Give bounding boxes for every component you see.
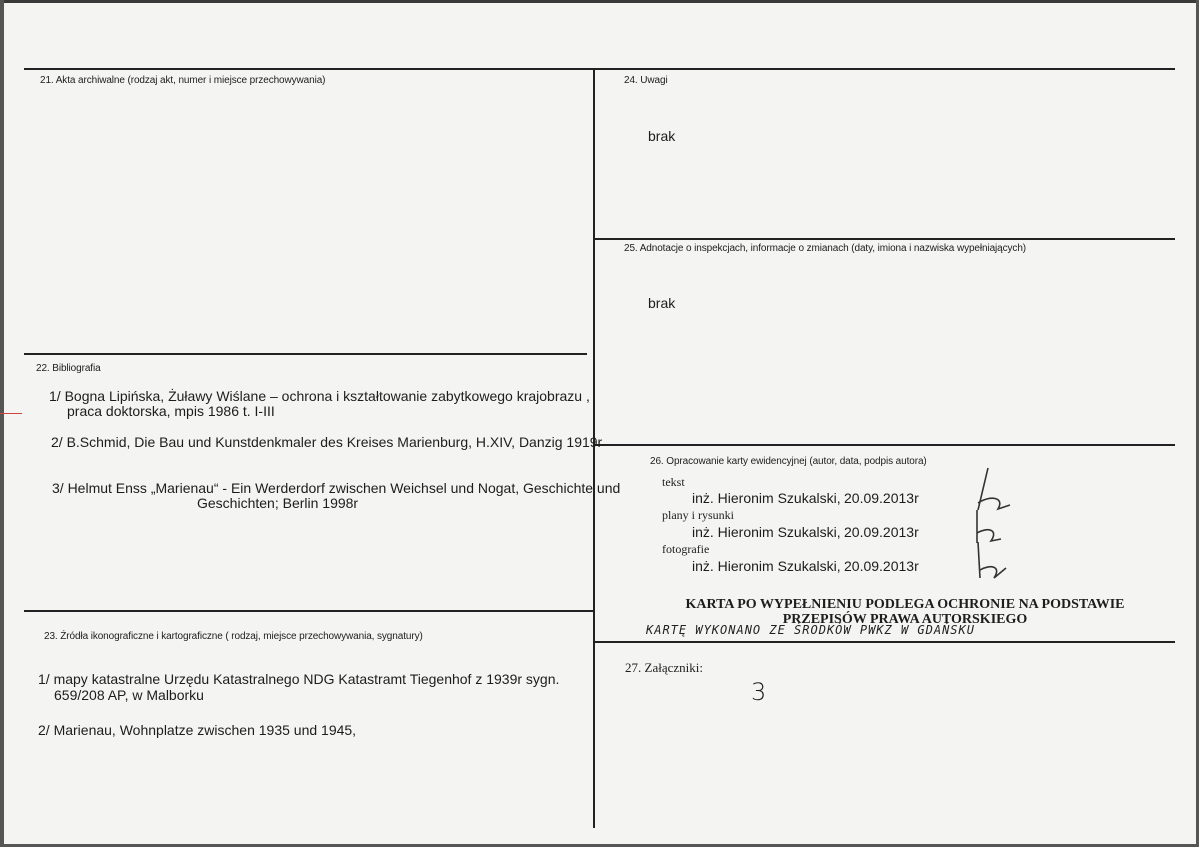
section-25-title: 25. Adnotacje o inspekcjach, informacje o zmianach (daty, imiona i nazwiska wypełniających)	[624, 243, 1027, 254]
attachments-count: 3	[751, 678, 767, 706]
frame-left	[0, 0, 4, 847]
author-row-photos-date: 20.09.2013r	[844, 558, 919, 574]
signature-3	[968, 540, 1018, 585]
section-22-title: 22. Bibliografia	[36, 363, 101, 374]
copyright-notice-line1: KARTA PO WYPEŁNIENIU PODLEGA OCHRONIE NA PODSTAWIE	[685, 597, 1125, 612]
rule-24-25	[595, 238, 1175, 240]
bibliography-item-2: 2/ B.Schmid, Die Bau und Kunstdenkmaler des Kreises Marienburg, H.XIV, Danzig 1919r	[51, 434, 603, 450]
handwritten-funding-note: KARTĘ WYKONANO ZE ŚRODKÓW PWKZ W GDAŃSKU	[646, 623, 975, 637]
frame-top	[0, 0, 1199, 3]
iconography-item-2: 2/ Marienau, Wohnplatze zwischen 1935 und 1945,	[38, 722, 357, 738]
section-23-title: 23. Źródła ikonograficzne i kartograficzne ( rodzaj, miejsce przechowywania, sygnatury)	[44, 631, 423, 642]
author-row-text-name: inż. Hieronim Szukalski,	[692, 490, 841, 506]
bibliography-item-1-line2: praca doktorska, mpis 1986 t. I-III	[67, 403, 275, 419]
bibliography-item-1-line1: 1/ Bogna Lipińska, Żuławy Wiślane – ochrona i kształtowanie zabytkowego krajobrazu ,	[49, 388, 590, 404]
author-row-text-date: 20.09.2013r	[844, 490, 919, 506]
copyright-notice-line2: PRZEPISÓW PRAWA AUTORSKIEGO	[782, 612, 1028, 627]
author-row-text-label: tekst	[662, 475, 685, 489]
rule-22-23	[24, 610, 593, 612]
section-27-title: 27. Załączniki:	[625, 660, 703, 675]
rule-26-27	[595, 641, 1175, 643]
section-21-title: 21. Akta archiwalne (rodzaj akt, numer i miejsce przechowywania)	[40, 75, 326, 86]
rule-25-26	[595, 444, 1175, 446]
inspections-value: brak	[648, 295, 676, 311]
section-24-title: 24. Uwagi	[624, 75, 668, 86]
author-row-plans-label: plany i rysunki	[662, 508, 734, 522]
rule-21-22	[24, 353, 587, 355]
author-row-photos-name: inż. Hieronim Szukalski,	[692, 558, 841, 574]
margin-mark	[0, 413, 22, 414]
top-rule	[24, 68, 1175, 70]
bibliography-item-3-line1: 3/ Helmut Enss „Marienau“ - Ein Werderdorf zwischen Weichsel und Nogat, Geschichte und	[52, 480, 621, 496]
section-26-title: 26. Opracowanie karty ewidencyjnej (autor, data, podpis autora)	[650, 456, 927, 467]
author-row-photos-label: fotografie	[662, 542, 710, 556]
iconography-item-1-line2: 659/208 AP, w Malborku	[54, 687, 204, 703]
remarks-value: brak	[648, 128, 676, 144]
bibliography-item-3-line2: Geschichten; Berlin 1998r	[197, 495, 359, 511]
author-row-plans-date: 20.09.2013r	[844, 524, 919, 540]
author-row-plans-name: inż. Hieronim Szukalski,	[692, 524, 841, 540]
iconography-item-1-line1: 1/ mapy katastralne Urzędu Katastralnego NDG Katastramt Tiegenhof z 1939r sygn.	[38, 671, 560, 687]
